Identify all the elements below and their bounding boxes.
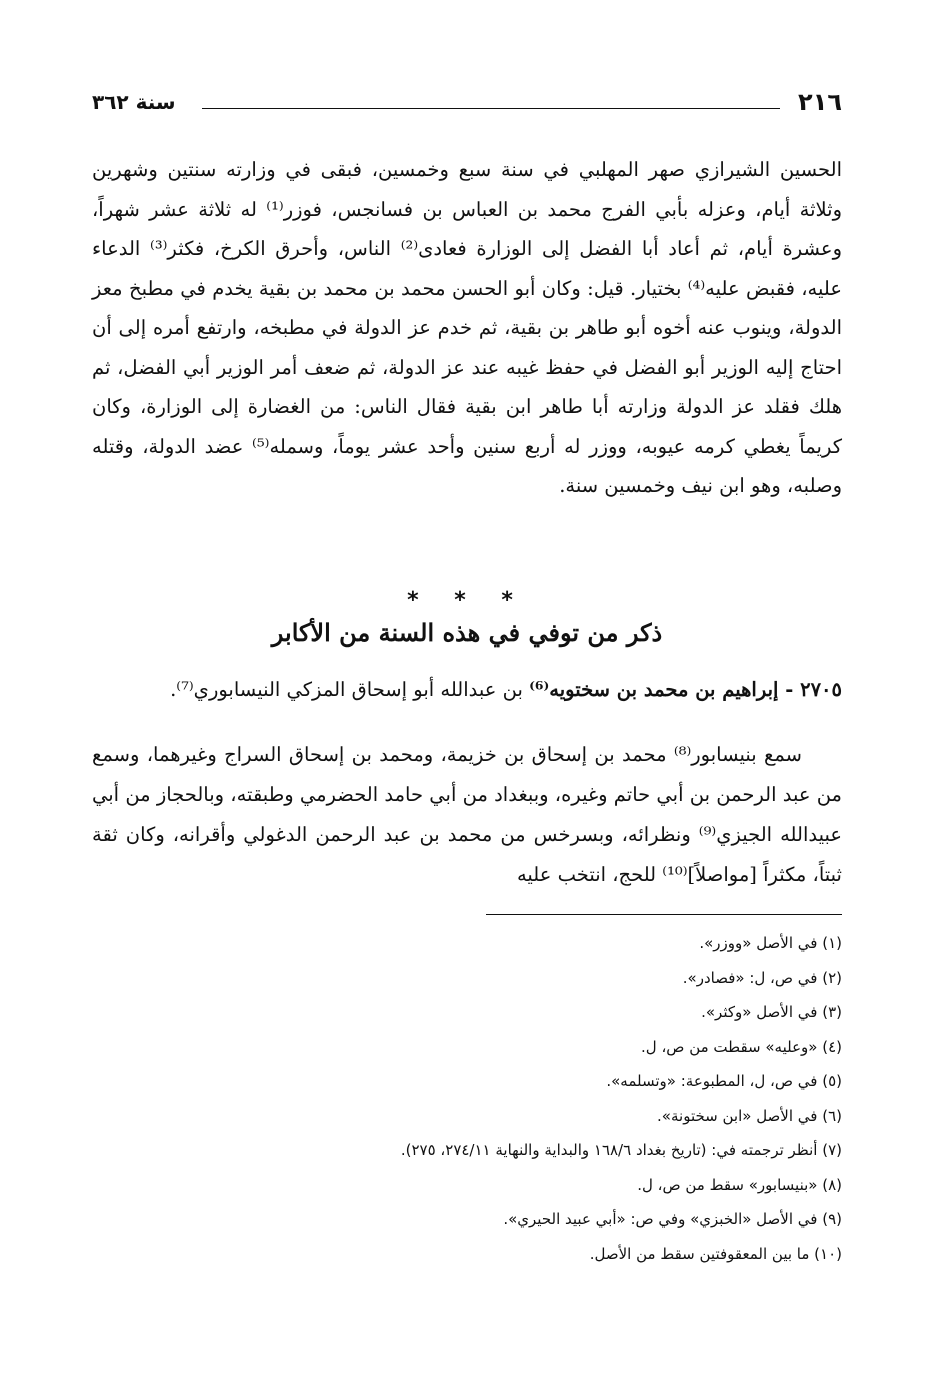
footnote-rule bbox=[486, 914, 842, 915]
page-number: ٢١٦ bbox=[798, 88, 842, 116]
footnote: (٨) «بنيسابور» سقط من ص، ل. bbox=[637, 1175, 842, 1194]
entry-heading bbox=[92, 673, 842, 707]
footnote: (١) في الأصل «ووزر». bbox=[699, 934, 842, 952]
footnote: (٣) في الأصل «وكثر». bbox=[701, 1003, 842, 1021]
entry-name-rest: بن عبدالله أبو إسحاق المزكي النيسابوري⁽⁷⁾. bbox=[170, 678, 530, 701]
footnote: (٧) أنظر ترجمته في: (تاريخ بغداد ١٦٨/٦ والبداية والنهاية ٢٧٤/١١، ٢٧٥). bbox=[400, 1141, 842, 1159]
running-header bbox=[92, 88, 842, 122]
entry-body bbox=[92, 735, 842, 895]
section-separator: * * * bbox=[407, 588, 527, 613]
footnote: (١٠) ما بين المعقوفتين سقط من الأصل. bbox=[589, 1244, 842, 1263]
main-paragraph-block bbox=[92, 150, 842, 506]
header-rule bbox=[202, 108, 780, 109]
footnote: (٥) في ص، ل، المطبوعة: «وتسلمه». bbox=[606, 1072, 842, 1090]
section-heading: ذكر من توفي في هذه السنة من الأكابر bbox=[271, 618, 663, 647]
footnote: (٢) في ص، ل: «فصادر». bbox=[682, 968, 842, 987]
entry-paragraph: سمع بنيسابور⁽⁸⁾ محمد بن إسحاق بن خزيمة، ومحمد بن إسحاق السراج وغيرهما، وسمع من عبد الرحمن بن أبي حاتم وغيره، وببغداد من أبي حامد الحضرمي وطبقته، وبالحجاز من أبي عبيدالله الجيزي⁽⁹⁾ ونظرائه، وبسرخس من محمد بن عبد الرحمن الدغولي وأقرانه، وكان ثقة ثبتاً، مكثراً [مواصلاً]⁽¹⁰⁾ للحج، انتخب عليه bbox=[92, 743, 842, 886]
footnote: (٦) في الأصل «ابن سختونة». bbox=[657, 1106, 842, 1125]
running-title: سنة ٣٦٢ bbox=[92, 90, 176, 114]
footnote: (٤) «وعليه» سقطت من ص، ل. bbox=[641, 1037, 842, 1056]
main-paragraph: الحسين الشيرازي صهر المهلبي في سنة سبع وخمسين، فبقى في وزارته سنتين وشهرين وثلاثة أيام، وعزله بأبي الفرج محمد بن العباس بن فسانجس، فوزر⁽¹⁾ له ثلاثة عشر شهراً، وعشرة أيام، ثم أعاد أبا الفضل إلى الوزارة فعادى⁽²⁾ الناس، وأحرق الكرخ، فكثر⁽³⁾ الدعاء عليه، فقبض عليه⁽⁴⁾ بختيار. قيل: وكان أبو الحسن محمد بن محمد بن بقية يخدم في مطبخ معز الدولة، وينوب عنه أخوه أبو طاهر بن بقية، ثم خدم عز الدولة في مطبخه، وارتفع أمره إلى أن احتاج إليه الوزير أبو الفضل في حفظ غيبه عند عز الدولة، ثم ضعف أمر الوزير أبي الفضل، ثم هلك فقلد عز الدولة وزارته أبا طاهر ابن بقية فقال الناس: من الغضارة إلى الوزارة، وكان كريماً يغطي كرمه عيوبه، ووزر له أربع سنين وأحد عشر يوماً، وسمله⁽⁵⁾ عضد الدولة، وقتله وصلبه، وهو ابن نيف وخمسين سنة. bbox=[92, 158, 843, 497]
footnote: (٩) في الأصل «الخبزي» وفي ص: «أبي عبيد الحيري». bbox=[503, 1210, 842, 1228]
entry-number-name: ٢٧٠٥ - إبراهيم بن محمد بن سختويه⁽⁶⁾ bbox=[529, 678, 842, 701]
footnotes-list bbox=[92, 926, 842, 1271]
